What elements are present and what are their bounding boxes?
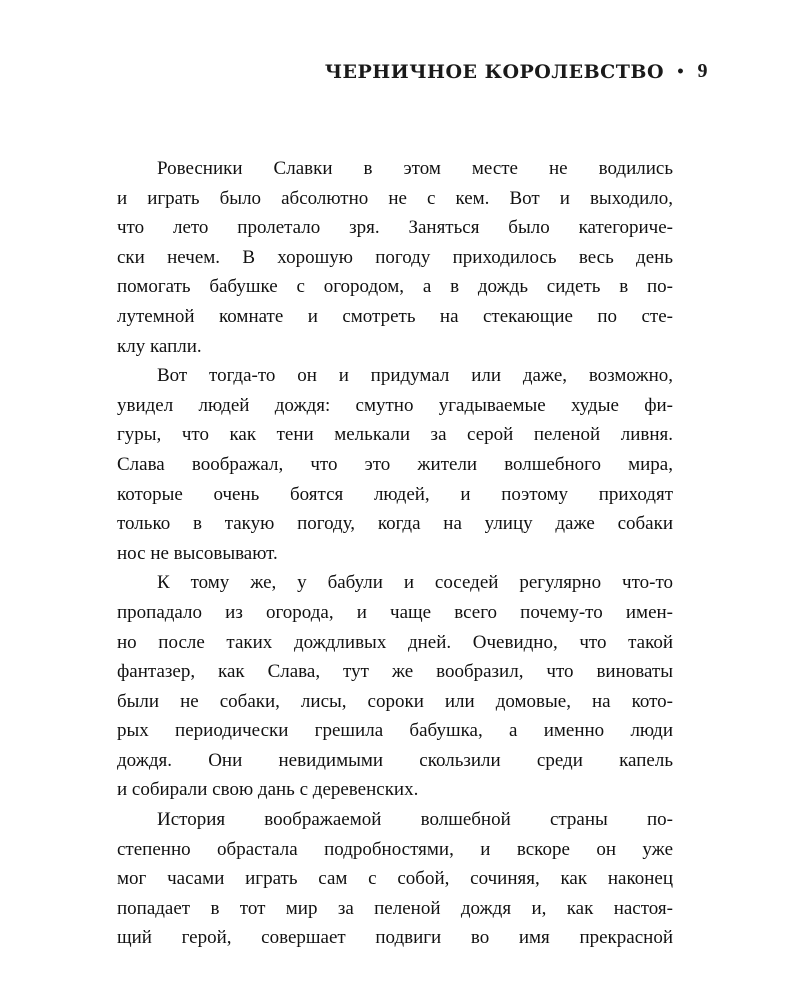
text-line: История воображаемой волшебной страны по- [157,809,673,831]
text-line: мог часами играть сам с собой, сочиняя, как наконец [117,868,673,890]
text-line: увидел людей дождя: смутно угадываемые худые фи- [117,394,673,416]
text-line: но после таких дождливых дней. Очевидно, что такой [117,631,673,653]
running-header [325,60,708,83]
text-line: рых периодически грешила бабушка, а именно люди [117,720,673,742]
text-line: которые очень боятся людей, и поэтому приходят [117,483,673,505]
text-line: дождя. Они невидимыми скользили среди капель [117,749,673,771]
text-line: ски нечем. В хорошую погоду приходилось весь день [117,246,673,268]
text-line: Слава воображал, что это жители волшебного мира, [117,453,673,475]
text-line: попадает в тот мир за пеленой дождя и, как настоя- [117,897,673,919]
text-line: только в такую погоду, когда на улицу даже собаки [117,513,673,535]
book-title: ЧЕРНИЧНОЕ КОРОЛЕВСТВО [324,60,665,83]
text-line: и собирали свою дань с деревенских. [117,779,419,801]
text-line: клу капли. [117,335,202,357]
header-separator: • [676,63,686,80]
text-line: были не собаки, лисы, сороки или домовые, на кото- [117,690,673,712]
text-line: Вот тогда-то он и придумал или даже, возможно, [157,365,673,387]
text-line: что лето пролетало зря. Заняться было категориче- [117,217,673,239]
page-number: 9 [697,60,708,82]
text-line: и играть было абсолютно не с кем. Вот и выходило, [117,187,673,209]
text-line: К тому же, у бабули и соседей регулярно что-то [157,572,673,594]
text-line: Ровесники Славки в этом месте не водились [157,158,673,179]
text-line: лутемной комнате и смотреть на стекающие по сте- [117,305,673,327]
text-line: пропадало из огорода, и чаще всего почему-то имен- [117,601,673,623]
page-body [117,154,673,953]
text-line: фантазер, как Слава, тут же вообразил, что виноваты [117,661,673,683]
text-line: помогать бабушке с огородом, а в дождь сидеть в по- [117,276,673,298]
text-line: степенно обрастала подробностями, и вскоре он уже [117,838,673,860]
text-line: нос не высовывают. [117,542,278,564]
text-line: щий герой, совершает подвиги во имя прекрасной [117,927,673,949]
text-line: гуры, что как тени мелькали за серой пеленой ливня. [117,424,673,446]
